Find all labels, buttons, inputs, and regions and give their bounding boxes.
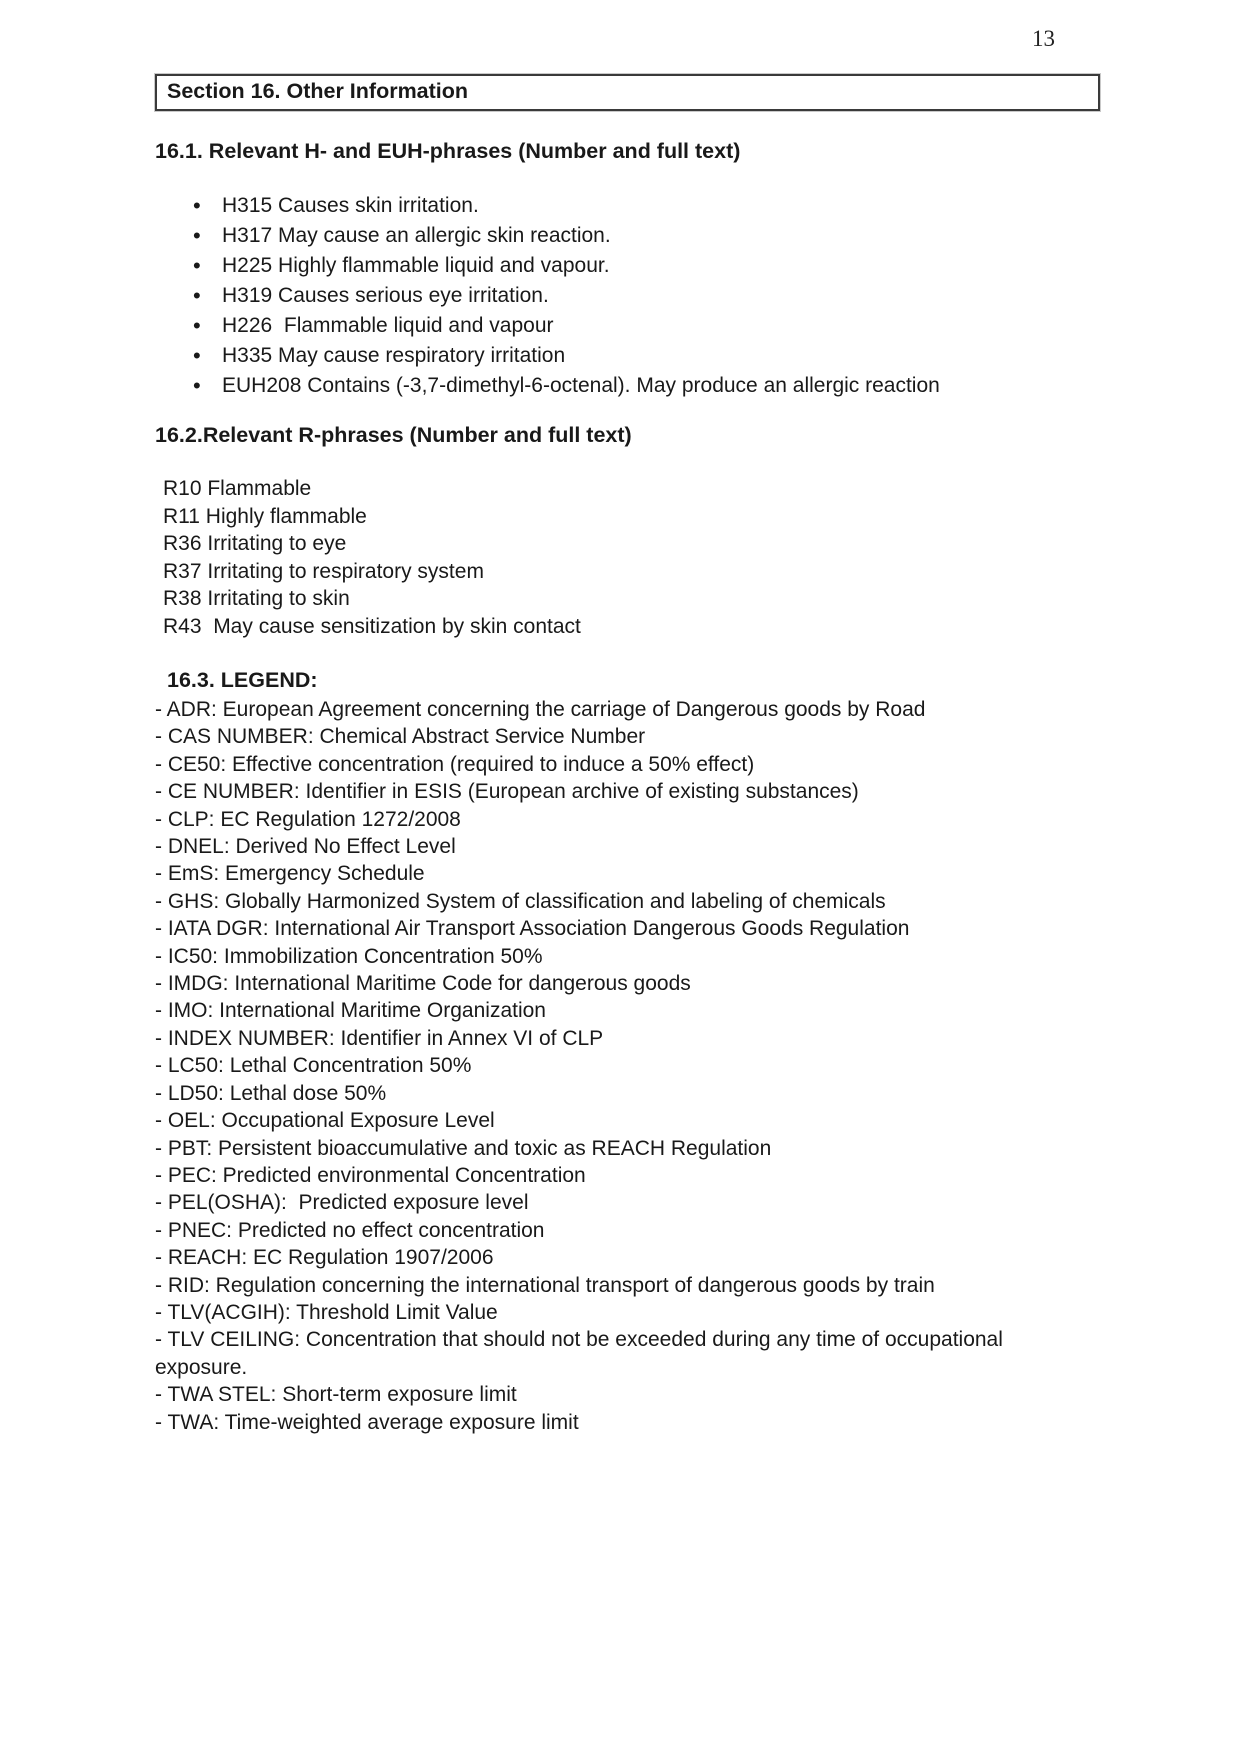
section-header-box: [155, 74, 1100, 111]
r-phrase-list: [155, 475, 1100, 640]
legend-item: - LC50: Lethal Concentration 50%: [155, 1054, 472, 1078]
legend-item: - GHS: Globally Harmonized System of classification and labeling of chemicals: [155, 889, 886, 913]
h-phrase-list: [192, 191, 1100, 401]
h-phrase-item: • H335 May cause respiratory irritation: [192, 341, 1100, 371]
legend-item: - PBT: Persistent bioaccumulative and toxic as REACH Regulation: [155, 1136, 772, 1160]
heading-16-1: 16.1. Relevant H- and EUH-phrases (Number and full text): [155, 139, 741, 163]
section-header-title: Section 16. Other Information: [167, 79, 469, 103]
r-phrase-item: R10 Flammable: [163, 477, 312, 500]
legend-item: - CAS NUMBER: Chemical Abstract Service Number: [155, 725, 646, 749]
legend-item: - TLV CEILING: Concentration that should not be exceeded during any time of occupational exposure.: [155, 1328, 1009, 1379]
heading-16-2: 16.2.Relevant R-phrases (Number and full text): [155, 423, 632, 447]
legend-item: - PEC: Predicted environmental Concentration: [155, 1163, 586, 1187]
r-phrase-item: R38 Irritating to skin: [163, 587, 350, 610]
legend-item: - IATA DGR: International Air Transport Association Dangerous Goods Regulation: [155, 917, 910, 941]
legend-item: - IMDG: International Maritime Code for dangerous goods: [155, 972, 691, 996]
legend-item: - TWA STEL: Short-term exposure limit: [155, 1383, 517, 1407]
r-phrase-item: R43 May cause sensitization by skin contact: [163, 614, 581, 638]
legend-item: - LD50: Lethal dose 50%: [155, 1081, 387, 1105]
page-number: 13: [1032, 26, 1055, 51]
legend-item: - IC50: Immobilization Concentration 50%: [155, 944, 543, 968]
legend-item: - CE50: Effective concentration (required to induce a 50% effect): [155, 752, 755, 776]
h-phrase-item: • H315 Causes skin irritation.: [192, 191, 1100, 221]
legend-item: - TWA: Time-weighted average exposure limit: [155, 1410, 579, 1434]
legend-item: - CLP: EC Regulation 1272/2008: [155, 807, 461, 831]
legend-item: - REACH: EC Regulation 1907/2006: [155, 1246, 494, 1270]
legend-item: - IMO: International Maritime Organization: [155, 999, 546, 1023]
r-phrase-item: R37 Irritating to respiratory system: [163, 559, 484, 583]
legend-item: - PEL(OSHA): Predicted exposure level: [155, 1191, 529, 1215]
r-phrase-item: R11 Highly flammable: [163, 504, 367, 528]
legend-item: - EmS: Emergency Schedule: [155, 862, 425, 886]
legend-item: - INDEX NUMBER: Identifier in Annex VI of CLP: [155, 1026, 604, 1050]
legend-item: - TLV(ACGIH): Threshold Limit Value: [155, 1300, 498, 1324]
heading-16-3: 16.3. LEGEND:: [167, 668, 318, 692]
legend-list: [155, 696, 1100, 1436]
legend-item: - RID: Regulation concerning the international transport of dangerous goods by train: [155, 1273, 935, 1297]
legend-item: - OEL: Occupational Exposure Level: [155, 1109, 495, 1133]
h-phrase-item: • H319 Causes serious eye irritation.: [192, 281, 1100, 311]
h-phrase-item: • H226 Flammable liquid and vapour: [192, 311, 1100, 341]
legend-item: - ADR: European Agreement concerning the carriage of Dangerous goods by Road: [155, 698, 926, 721]
h-phrase-item: • H225 Highly flammable liquid and vapour.: [192, 251, 1100, 281]
h-phrase-item: • EUH208 Contains (-3,7-dimethyl-6-octenal). May produce an allergic reaction: [192, 371, 1100, 401]
legend-item: - PNEC: Predicted no effect concentration: [155, 1218, 545, 1242]
r-phrase-item: R36 Irritating to eye: [163, 532, 347, 555]
h-phrase-item: • H317 May cause an allergic skin reaction.: [192, 221, 1100, 251]
legend-item: - DNEL: Derived No Effect Level: [155, 835, 456, 859]
legend-item: - CE NUMBER: Identifier in ESIS (European archive of existing substances): [155, 780, 859, 804]
